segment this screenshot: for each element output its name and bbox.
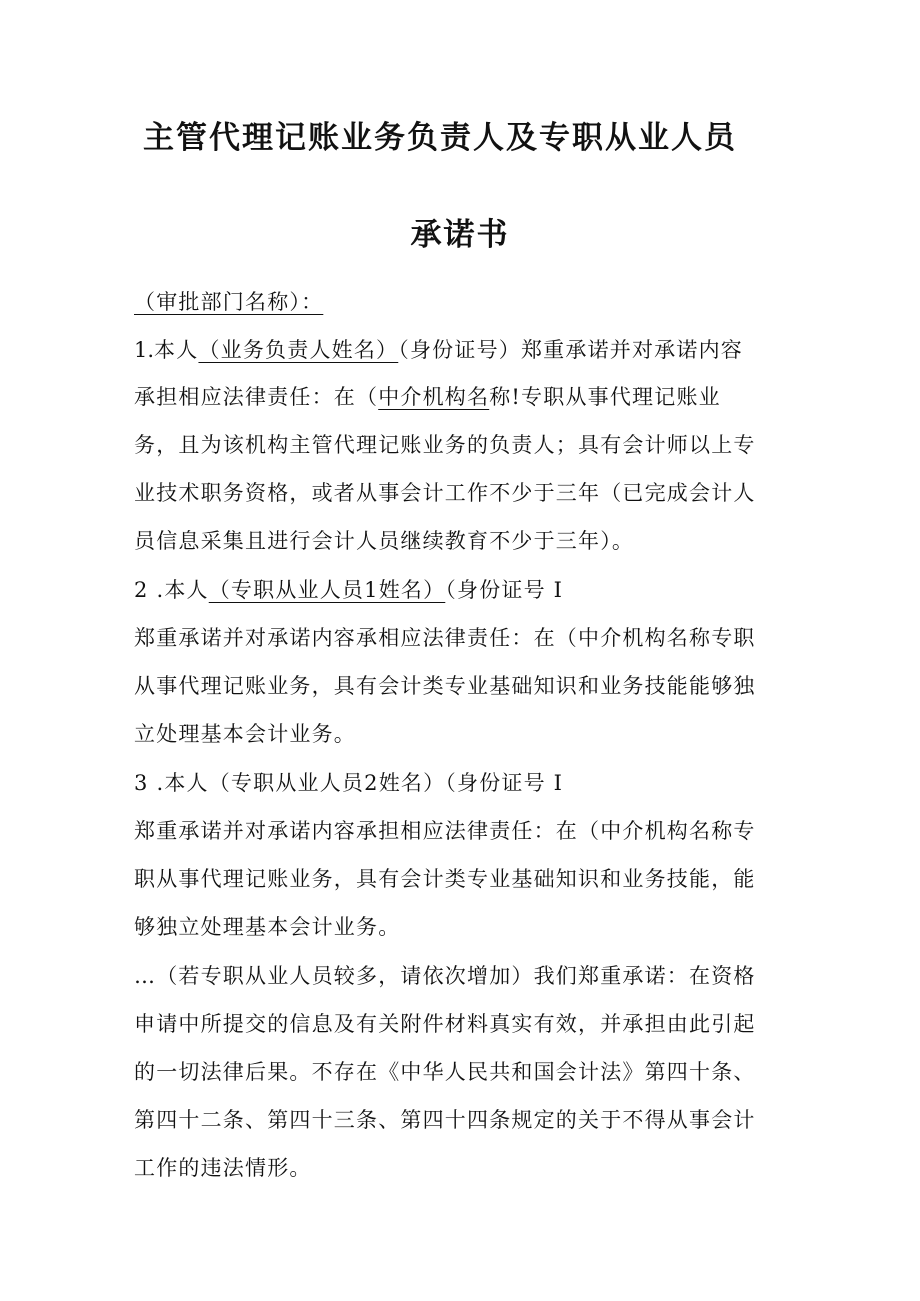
item2-line2: 郑重承诺并对承诺内容承相应法律责任：在（中介机构名称专职 xyxy=(134,626,756,650)
addressee-line: （审批部门名称）： xyxy=(134,290,324,314)
item1-line4: 业技术职务资格，或者从事会计工作不少于三年（已完成会计人 xyxy=(134,481,756,505)
item1-line1-rest: （身份证号）郑重承诺并对承诺内容 xyxy=(398,338,743,362)
item1-line3: 务，且为该机构主管代理记账业务的负责人；具有会计师以上专 xyxy=(134,433,756,457)
closing-line3: 的一切法律后果。不存在《中华人民共和国会计法》第四十条、 xyxy=(134,1060,756,1084)
item1-number: 1. xyxy=(134,338,155,362)
item2-line4: 立处理基本会计业务。 xyxy=(134,722,356,746)
item1-agency-field: 中介机构名 xyxy=(378,385,490,409)
item2-number: 2 xyxy=(134,578,149,602)
closing-line4: 第四十二条、第四十三条、第四十四条规定的关于不得从事会计 xyxy=(134,1108,756,1132)
item1-line5: 员信息采集且进行会计人员继续教育不少于三年）。 xyxy=(134,529,635,553)
item2-line3: 从事代理记账业务，具有会计类专业基础知识和业务技能能够独 xyxy=(134,674,756,698)
closing-line1: …（若专职从业人员较多，请依次增加）我们郑重承诺：在资格 xyxy=(134,964,756,988)
item1-line2 xyxy=(134,382,721,412)
closing-line2: 申请中所提交的信息及有关附件材料真实有效，并承担由此引起 xyxy=(134,1012,756,1036)
item3-line1-text: .本人（专职从业人员2姓名）（身份证号 I xyxy=(156,771,564,795)
item2-prefix: .本人 xyxy=(156,578,209,602)
item3-line2: 郑重承诺并对承诺内容承担相应法律责任：在（中介机构名称专 xyxy=(134,819,756,843)
item1-line2-post: 称!专职从事代理记账业 xyxy=(489,385,721,409)
item2-line1 xyxy=(134,575,563,605)
item3-line3: 职从事代理记账业务，具有会计类专业基础知识和业务技能，能 xyxy=(134,867,756,891)
document-title-line2: 承诺书 xyxy=(410,217,510,253)
item3-number: 3 xyxy=(134,771,149,795)
item1-prefix: 本人 xyxy=(154,338,199,362)
item3-line4: 够独立处理基本会计业务。 xyxy=(134,915,401,939)
item1-name-field: （业务负责人姓名） xyxy=(198,338,399,362)
item2-name-field: （专职从业人员1姓名） xyxy=(208,578,446,602)
document-title-line1: 主管代理记账业务负责人及专职从业人员 xyxy=(143,120,737,156)
item1-line1 xyxy=(134,335,743,365)
item1-line2-pre: 承担相应法律责任：在（ xyxy=(134,385,379,409)
item2-line1-rest: （身份证号 I xyxy=(445,578,564,602)
closing-line5: 工作的违法情形。 xyxy=(134,1156,312,1180)
item3-line1 xyxy=(134,768,563,798)
